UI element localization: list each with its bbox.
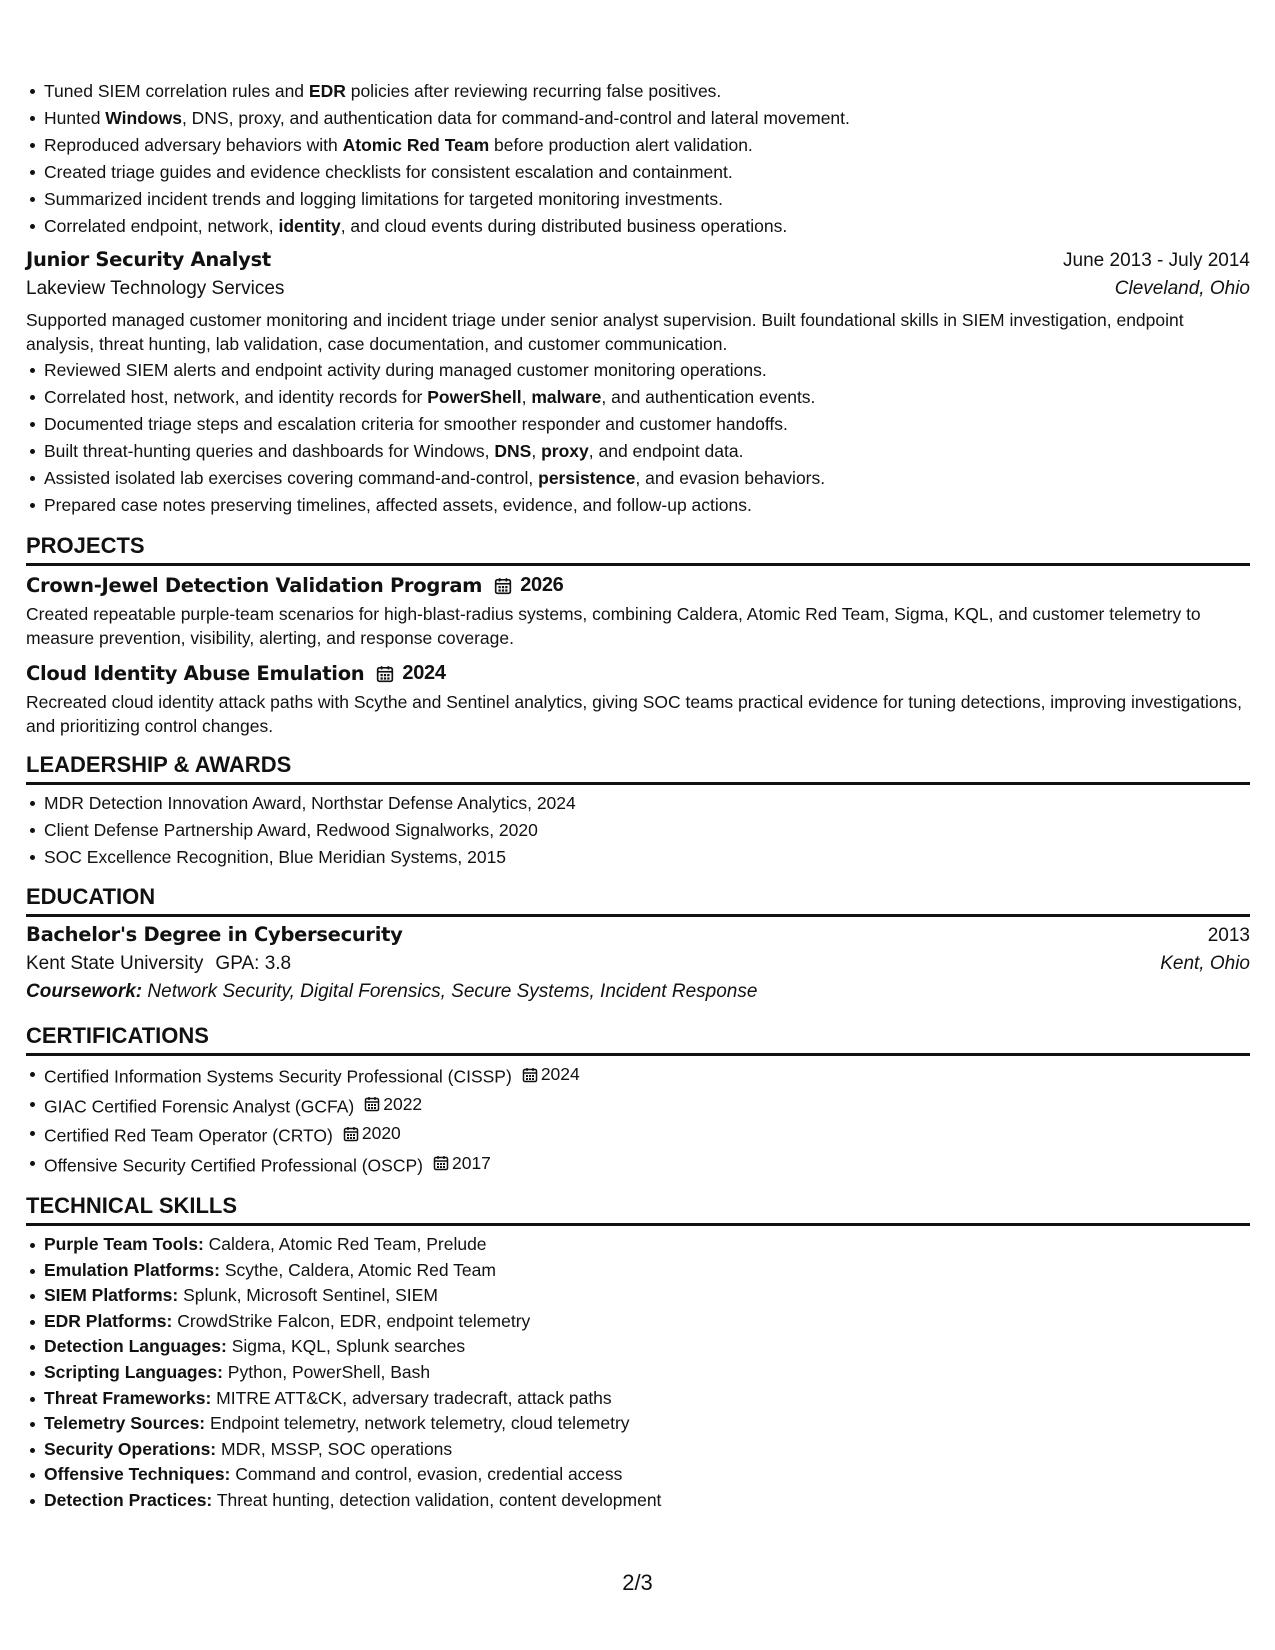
job-dates: June 2013 - July 2014 — [1063, 250, 1250, 271]
bullet-item — [44, 438, 1250, 465]
bullet-text: Reproduced adversary behaviors with — [44, 135, 343, 155]
skill-value: Caldera, Atomic Red Team, Prelude — [208, 1234, 487, 1254]
bullet-keyword: EDR — [308, 81, 346, 101]
skill-label: Threat Frameworks: — [44, 1387, 212, 1408]
certification-name: Certified Red Team Operator (CRTO) — [44, 1125, 333, 1146]
education-section — [26, 884, 1250, 1003]
junior-job-bullets — [26, 357, 1250, 519]
bullet-text: Tuned SIEM correlation rules and — [44, 81, 309, 101]
skill-label: Detection Languages: — [44, 1336, 227, 1357]
certification-year: 2022 — [383, 1093, 423, 1114]
bullet-text: Created triage guides and evidence checklists for consistent escalation and containment. — [44, 162, 733, 182]
bullet-keyword: persistence — [538, 468, 636, 488]
calendar-icon — [494, 577, 512, 595]
bullet-keyword: PowerShell — [427, 387, 522, 407]
skill-item — [44, 1309, 1250, 1335]
bullet-text: policies after reviewing recurring false positives. — [345, 81, 722, 101]
page-number: 2/3 — [622, 1570, 653, 1595]
bullet-item — [44, 213, 1250, 240]
bullet-text: Documented triage steps and escalation criteria for smoother responder and customer handoffs. — [44, 414, 788, 434]
project-title: Crown-Jewel Detection Validation Program — [26, 574, 483, 597]
bullet-text: Correlated host, network, and identity records for — [44, 387, 428, 407]
skill-item — [44, 1258, 1250, 1284]
bullet-text: , and endpoint data. — [588, 441, 744, 461]
calendar-icon — [343, 1126, 359, 1142]
skill-label: EDR Platforms: — [44, 1310, 173, 1331]
bullet-text: Summarized incident trends and logging limitations for targeted monitoring investments. — [44, 189, 723, 209]
degree-name: Bachelor's Degree in Cybersecurity — [26, 923, 403, 946]
skill-item — [44, 1437, 1250, 1463]
coursework — [26, 981, 1250, 1003]
bullet-item — [44, 105, 1250, 132]
certification-item — [44, 1120, 1250, 1150]
bullet-item — [44, 465, 1250, 492]
bullet-keyword: Windows — [105, 108, 182, 128]
skill-label: Purple Team Tools: — [44, 1234, 204, 1254]
skill-item — [44, 1488, 1250, 1514]
job-location: Cleveland, Ohio — [1114, 278, 1250, 299]
bullet-text: Hunted — [44, 108, 106, 128]
project-year: 2026 — [520, 574, 564, 596]
job-title: Junior Security Analyst — [26, 248, 271, 271]
skill-value: Scythe, Caldera, Atomic Red Team — [224, 1259, 496, 1280]
resume-page — [26, 78, 1250, 1514]
skill-item — [44, 1283, 1250, 1309]
bullet-text: Correlated endpoint, network, — [44, 216, 279, 236]
bullet-item — [44, 159, 1250, 186]
bullet-text: Reviewed SIEM alerts and endpoint activity during managed customer monitoring operations. — [44, 360, 767, 380]
bullet-item — [44, 411, 1250, 438]
skill-value: MDR, MSSP, SOC operations — [221, 1438, 453, 1459]
award-item: Client Defense Partnership Award, Redwood Signalworks, 2020 — [44, 817, 1250, 844]
bullet-text: , DNS, proxy, and authentication data for command-and-control and lateral movement. — [181, 108, 850, 128]
skill-value: Threat hunting, detection validation, content development — [216, 1489, 662, 1510]
certifications-list — [26, 1061, 1250, 1179]
certification-item — [44, 1150, 1250, 1180]
award-item: MDR Detection Innovation Award, Northstar Defense Analytics, 2024 — [44, 790, 1250, 817]
school-location: Kent, Ohio — [1160, 953, 1250, 974]
project-entry — [26, 574, 1250, 650]
bullet-item — [44, 492, 1250, 519]
bullet-text: , and authentication events. — [601, 387, 816, 407]
bullet-text: , — [521, 387, 532, 407]
award-item: SOC Excellence Recognition, Blue Meridian Systems, 2015 — [44, 844, 1250, 871]
certification-year: 2017 — [451, 1152, 491, 1173]
certification-name: Offensive Security Certified Professional (OSCP) — [44, 1155, 423, 1175]
skill-label: Telemetry Sources: — [44, 1413, 206, 1434]
bullet-keyword: DNS — [494, 441, 532, 461]
skill-label: Offensive Techniques: — [44, 1464, 231, 1485]
skill-item — [44, 1360, 1250, 1386]
coursework-label: Coursework: — [26, 981, 143, 1002]
skills-list — [26, 1232, 1250, 1514]
skill-value: Sigma, KQL, Splunk searches — [231, 1336, 466, 1357]
section-heading: LEADERSHIP & AWARDS — [26, 752, 1250, 785]
section-heading: PROJECTS — [26, 533, 1250, 566]
bullet-keyword: proxy — [541, 441, 589, 461]
company-name: Lakeview Technology Services — [26, 278, 285, 299]
project-year: 2024 — [402, 662, 446, 684]
skill-label: Emulation Platforms: — [44, 1259, 220, 1280]
projects-section — [26, 533, 1250, 738]
skill-label: Security Operations: — [44, 1438, 217, 1459]
leadership-section — [26, 752, 1250, 871]
calendar-icon — [522, 1067, 538, 1083]
section-heading: CERTIFICATIONS — [26, 1023, 1250, 1056]
bullet-text: before production alert validation. — [489, 135, 753, 155]
project-description: Recreated cloud identity attack paths with Scythe and Sentinel analytics, giving SOC teams practical evidence for tuning detections, improving investigations, and prioritizing control changes. — [26, 692, 1242, 736]
section-heading: EDUCATION — [26, 884, 1250, 917]
calendar-icon — [364, 1096, 380, 1112]
previous-job-bullets — [26, 78, 1250, 240]
projects-list — [26, 574, 1250, 738]
bullet-item — [44, 357, 1250, 384]
skill-item — [44, 1232, 1250, 1258]
gpa: GPA: 3.8 — [215, 953, 292, 974]
skill-label: Detection Practices: — [44, 1489, 213, 1510]
bullet-text: Built threat-hunting queries and dashboards for Windows, — [44, 441, 495, 461]
skill-label: SIEM Platforms: — [44, 1285, 179, 1306]
bullet-item — [44, 186, 1250, 213]
skill-value: MITRE ATT&CK, adversary tradecraft, attack paths — [216, 1387, 612, 1408]
calendar-icon — [433, 1155, 449, 1171]
skill-value: Splunk, Microsoft Sentinel, SIEM — [183, 1285, 438, 1306]
bullet-item — [44, 132, 1250, 159]
skill-item — [44, 1462, 1250, 1488]
skill-label: Scripting Languages: — [44, 1361, 223, 1382]
skill-item — [44, 1386, 1250, 1412]
calendar-icon — [376, 665, 394, 683]
skill-item — [44, 1411, 1250, 1437]
junior-job-entry — [26, 248, 1250, 519]
bullet-keyword: identity — [278, 216, 341, 236]
skill-item — [44, 1334, 1250, 1360]
school-name: Kent State University — [26, 953, 204, 974]
skill-value: Endpoint telemetry, network telemetry, cloud telemetry — [210, 1413, 630, 1434]
section-heading: TECHNICAL SKILLS — [26, 1193, 1250, 1226]
project-entry — [26, 662, 1250, 738]
coursework-list: Network Security, Digital Forensics, Secure Systems, Incident Response — [147, 981, 758, 1002]
bullet-keyword: malware — [531, 387, 602, 407]
project-title: Cloud Identity Abuse Emulation — [26, 662, 365, 685]
skill-value: Python, PowerShell, Bash — [227, 1361, 431, 1382]
bullet-item — [44, 78, 1250, 105]
bullet-text: Assisted isolated lab exercises covering command-and-control, — [44, 468, 539, 488]
bullet-text: , and cloud events during distributed business operations. — [340, 216, 788, 236]
certification-item — [44, 1091, 1250, 1121]
bullet-keyword: Atomic Red Team — [342, 135, 490, 155]
bullet-text: , — [531, 441, 542, 461]
project-description: Created repeatable purple-team scenarios for high-blast-radius systems, combining Caldera, Atomic Red Team, Sigma, KQL, and customer telemetry to measure prevention, visibility, alerting, and response coverage. — [26, 604, 1201, 648]
certification-item — [44, 1061, 1250, 1091]
bullet-text: Prepared case notes preserving timelines, affected assets, evidence, and follow-up actions. — [44, 495, 752, 515]
graduation-year: 2013 — [1207, 925, 1250, 946]
certifications-section — [26, 1023, 1250, 1179]
certification-year: 2024 — [540, 1064, 580, 1084]
bullet-item — [44, 384, 1250, 411]
certification-year: 2020 — [361, 1123, 401, 1143]
certification-name: Certified Information Systems Security Professional (CISSP) — [44, 1066, 512, 1087]
job-summary: Supported managed customer monitoring and incident triage under senior analyst supervision. Built foundational skills in SIEM investigation, endpoint analysis, threat hunting, lab validation, case documentation, and customer communication. — [26, 310, 1184, 354]
certification-name: GIAC Certified Forensic Analyst (GCFA) — [44, 1096, 355, 1116]
bullet-text: , and evasion behaviors. — [635, 468, 826, 488]
skill-value: CrowdStrike Falcon, EDR, endpoint telemetry — [177, 1310, 531, 1331]
skill-value: Command and control, evasion, credential access — [235, 1464, 623, 1485]
leadership-list — [26, 790, 1250, 871]
skills-section — [26, 1193, 1250, 1514]
